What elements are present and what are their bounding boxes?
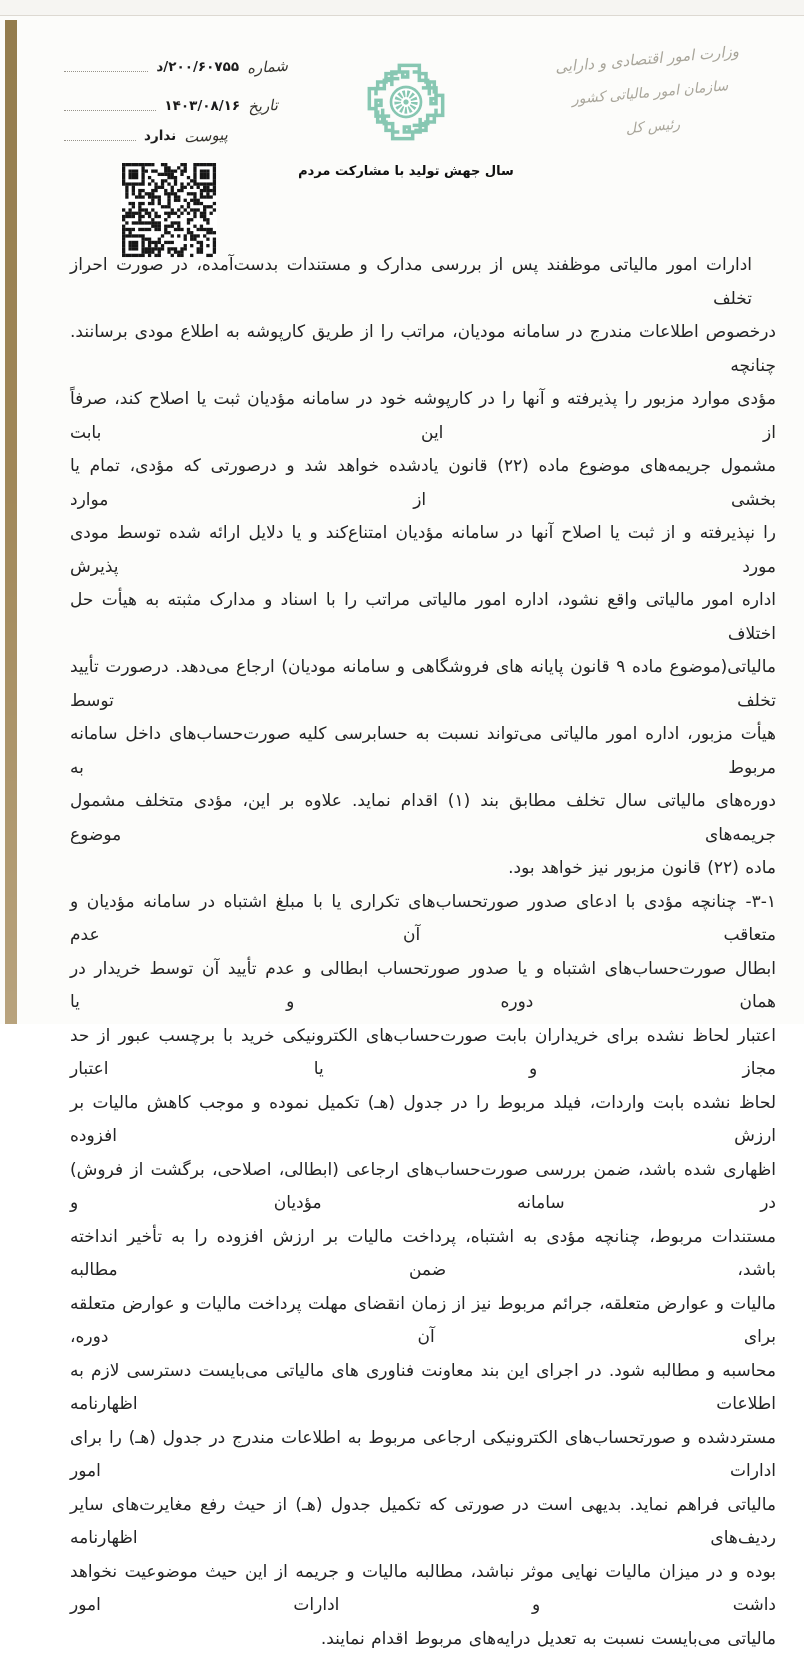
body-line: لحاظ نشده بابت واردات، فیلد مربوط را در جدول (هـ) تکمیل نموده و موجب کاهش مالیات بر ارزش افزوده xyxy=(70,1087,776,1154)
letter-number-label: شماره xyxy=(247,57,289,78)
body-line: ابطال صورت‌حساب‌های اشتباه و یا صدور صورتحساب ابطالی و عدم تأیید آن توسط خریدار در همان دوره و یا xyxy=(70,953,776,1020)
year-slogan: سال جهش تولید با مشارکت مردم xyxy=(246,164,566,179)
body-line: اعتبار لحاظ نشده برای خریداران بابت صورت‌حساب‌های الکترونیکی خرید با برچسب عبور از حد مجاز و یا اعتبار xyxy=(70,1020,776,1087)
letter-date-row xyxy=(64,97,278,115)
body-line: اداره امور مالیاتی واقع نشود، اداره امور مالیاتی مراتب را با اسناد و مدارک مثبته به هیأت حل اختلاف xyxy=(70,584,776,651)
letterhead-calligraphy xyxy=(520,31,780,155)
dotted-line xyxy=(64,110,156,111)
body-line: اظهاری شده باشد، ضمن بررسی صورت‌حساب‌های ارجاعی (ابطالی، اصلاحی، برگشت از فروش) در سامانه مؤدیان و xyxy=(70,1154,776,1221)
body-line: دوره‌های مالیاتی سال تخلف مطابق بند (۱) اقدام نماید. علاوه بر این، مؤدی متخلف مشمول جریمه‌های موضوع xyxy=(70,785,776,852)
scan-top-edge xyxy=(0,0,804,16)
body-line: مالیاتی می‌بایست نسبت به تعدیل درایه‌های مربوط اقدام نمایند. xyxy=(70,1623,776,1656)
letter-number-value: ۲۰۰/۶۰۷۵۵/د xyxy=(156,59,239,76)
dotted-line xyxy=(64,71,148,72)
body-line: محاسبه و مطالبه شود. در اجرای این بند معاونت فناوری های مالیاتی می‌بایست دسترسی لازم به اطلاعات اظهارنامه xyxy=(70,1355,776,1422)
body-line: درخصوص اطلاعات مندرج در سامانه مودیان، مراتب را از طریق کارپوشه به اطلاع مودی برسانند. چنانچه xyxy=(70,316,776,383)
body-line: را نپذیرفته و از ثبت یا اصلاح آنها در سامانه مؤدیان امتناع‌کند و یا دلایل ارائه شده توسط مودی مورد پذیرش xyxy=(70,517,776,584)
body-line: مستردشده و صورتحساب‌های الکترونیکی ارجاعی مربوط به اطلاعات مندرج در جدول (هـ) را برای ادارات امور xyxy=(70,1422,776,1489)
body-line: مالیات و عوارض متعلقه، جرائم مربوط نیز از زمان انقضای مهلت پرداخت مالیات و عوارض متعلقه برای آن دوره، xyxy=(70,1288,776,1355)
letter-date-label: تاریخ xyxy=(248,96,279,116)
body-line: ادارات امور مالیاتی موظفند پس از بررسی مدارک و مستندات بدست‌آمده، در صورت احراز تخلف xyxy=(70,249,776,316)
letterhead-line-ministry: وزارت امور اقتصادی و دارایی xyxy=(520,31,774,87)
body-line: بوده و در میزان مالیات نهایی موثر نباشد، مطالبه مالیات و جریمه از این حیث موضوعیت نخواهد داشت و ادارات امور xyxy=(70,1556,776,1623)
body-line: ماده (۲۲) قانون مزبور نیز خواهد بود. xyxy=(70,852,776,886)
body-line: مستندات مربوط، چنانچه مؤدی به اشتباه، پرداخت مالیات بر ارزش افزوده را به تأخیر انداخته باشد، ضمن مطالبه xyxy=(70,1221,776,1288)
letter-body xyxy=(70,249,776,1656)
letter-attachment-value: ندارد xyxy=(144,128,176,145)
letter-attachment-row xyxy=(64,127,228,145)
body-line: مالیاتی فراهم نماید. بدیهی است در صورتی که تکمیل جدول (هـ) از حیث رفع مغایرت‌های سایر ردیف‌های اظهارنامه xyxy=(70,1489,776,1556)
letterhead-line-organization: سازمان امور مالیاتی کشور xyxy=(523,65,777,121)
letter-number-row xyxy=(64,58,288,76)
letter-date-value: ۱۴۰۳/۰۸/۱۶ xyxy=(164,98,240,115)
body-line: مؤدی موارد مزبور را پذیرفته و آنها را در کارپوشه خود در سامانه مؤدیان ثبت یا اصلاح کند، صرفاً از این بابت xyxy=(70,383,776,450)
qr-code xyxy=(121,163,217,257)
letter-attachment-label: پیوست xyxy=(184,125,229,146)
dotted-line xyxy=(64,140,136,141)
body-line: مالیاتی(موضوع ماده ۹ قانون پایانه های فروشگاهی و سامانه مودیان) ارجاع می‌دهد. درصورت تأیید تخلف توسط xyxy=(70,651,776,718)
body-line: ۳-۱- چنانچه مؤدی با ادعای صدور صورتحساب‌های تکراری یا با مبلغ اشتباه در سامانه مؤدیان و متعاقب آن عدم xyxy=(70,886,776,953)
tax-organization-logo xyxy=(356,52,456,152)
body-line: مشمول جریمه‌های موضوع ماده (۲۲) قانون یادشده خواهد شد و درصورتی که مؤدی، تمام یا بخشی از موارد xyxy=(70,450,776,517)
letterhead-line-signatory: رئیس کل xyxy=(526,99,780,155)
body-line: هیأت مزبور، اداره امور مالیاتی می‌تواند نسبت به حسابرسی کلیه صورت‌حساب‌های داخل سامانه مربوط به xyxy=(70,718,776,785)
scan-binding-strip xyxy=(5,20,17,1024)
